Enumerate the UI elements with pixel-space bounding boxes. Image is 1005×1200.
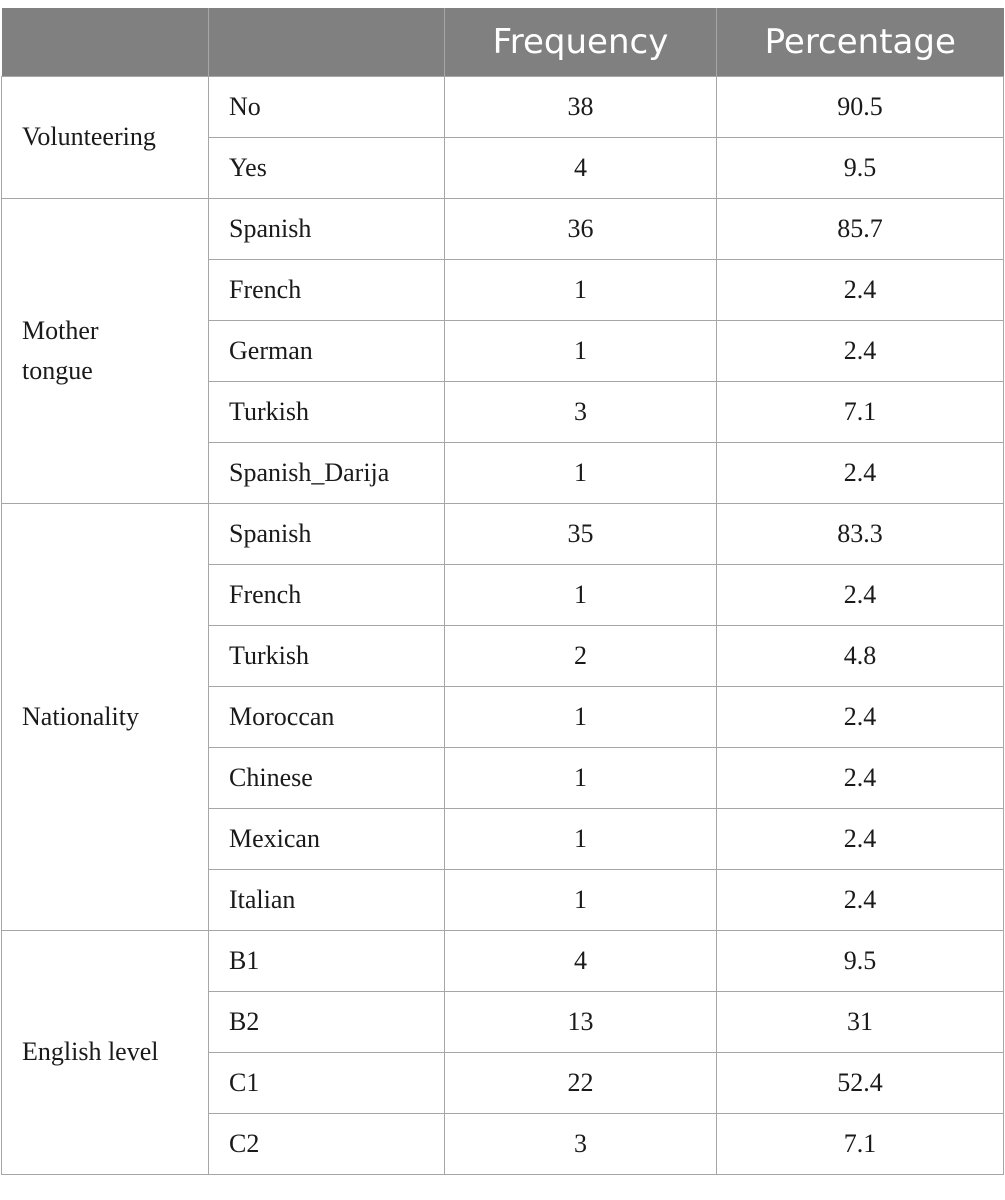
percentage-cell: 52.4: [717, 1053, 1004, 1114]
frequency-cell: 3: [445, 382, 717, 443]
category-cell: Chinese: [209, 748, 445, 809]
group-label-nationality: Nationality: [2, 504, 209, 931]
group-label-volunteering: Volunteering: [2, 77, 209, 199]
header-blank: [2, 8, 209, 77]
percentage-cell: 2.4: [717, 321, 1004, 382]
table-row: [2, 199, 1004, 260]
frequency-cell: 1: [445, 260, 717, 321]
header-row: [2, 8, 1004, 77]
frequency-cell: 1: [445, 809, 717, 870]
demographics-table: [1, 8, 1004, 1175]
category-cell: Turkish: [209, 626, 445, 687]
category-cell: C2: [209, 1114, 445, 1175]
frequency-cell: 3: [445, 1114, 717, 1175]
percentage-cell: 83.3: [717, 504, 1004, 565]
header-blank-2: [209, 8, 445, 77]
header-percentage: Percentage: [717, 8, 1004, 77]
category-cell: B2: [209, 992, 445, 1053]
percentage-cell: 4.8: [717, 626, 1004, 687]
frequency-cell: 1: [445, 565, 717, 626]
category-cell: Italian: [209, 870, 445, 931]
frequency-cell: 36: [445, 199, 717, 260]
category-cell: Moroccan: [209, 687, 445, 748]
percentage-cell: 2.4: [717, 748, 1004, 809]
group-label-mother-tongue: [2, 199, 209, 504]
category-cell: Spanish: [209, 504, 445, 565]
percentage-cell: 9.5: [717, 138, 1004, 199]
percentage-cell: 2.4: [717, 260, 1004, 321]
category-cell: French: [209, 260, 445, 321]
frequency-cell: 1: [445, 687, 717, 748]
header-frequency: Frequency: [445, 8, 717, 77]
percentage-cell: 31: [717, 992, 1004, 1053]
frequency-cell: 38: [445, 77, 717, 138]
percentage-cell: 2.4: [717, 687, 1004, 748]
category-cell: C1: [209, 1053, 445, 1114]
percentage-cell: 2.4: [717, 870, 1004, 931]
frequency-cell: 4: [445, 138, 717, 199]
frequency-cell: 22: [445, 1053, 717, 1114]
category-cell: Mexican: [209, 809, 445, 870]
percentage-cell: 7.1: [717, 382, 1004, 443]
group-label-line: Mother: [22, 315, 99, 345]
percentage-cell: 2.4: [717, 443, 1004, 504]
table-row: [2, 931, 1004, 992]
percentage-cell: 7.1: [717, 1114, 1004, 1175]
category-cell: French: [209, 565, 445, 626]
category-cell: No: [209, 77, 445, 138]
category-cell: Spanish_Darija: [209, 443, 445, 504]
frequency-cell: 1: [445, 443, 717, 504]
frequency-cell: 1: [445, 870, 717, 931]
frequency-cell: 1: [445, 321, 717, 382]
percentage-cell: 2.4: [717, 565, 1004, 626]
frequency-cell: 13: [445, 992, 717, 1053]
category-cell: B1: [209, 931, 445, 992]
group-label-english-level: English level: [2, 931, 209, 1175]
category-cell: German: [209, 321, 445, 382]
category-cell: Spanish: [209, 199, 445, 260]
table-row: [2, 77, 1004, 138]
percentage-cell: 9.5: [717, 931, 1004, 992]
category-cell: Turkish: [209, 382, 445, 443]
percentage-cell: 90.5: [717, 77, 1004, 138]
frequency-cell: 1: [445, 748, 717, 809]
percentage-cell: 85.7: [717, 199, 1004, 260]
frequency-cell: 2: [445, 626, 717, 687]
frequency-cell: 35: [445, 504, 717, 565]
frequency-cell: 4: [445, 931, 717, 992]
category-cell: Yes: [209, 138, 445, 199]
group-label-line: tongue: [22, 356, 93, 385]
percentage-cell: 2.4: [717, 809, 1004, 870]
table-row: [2, 504, 1004, 565]
